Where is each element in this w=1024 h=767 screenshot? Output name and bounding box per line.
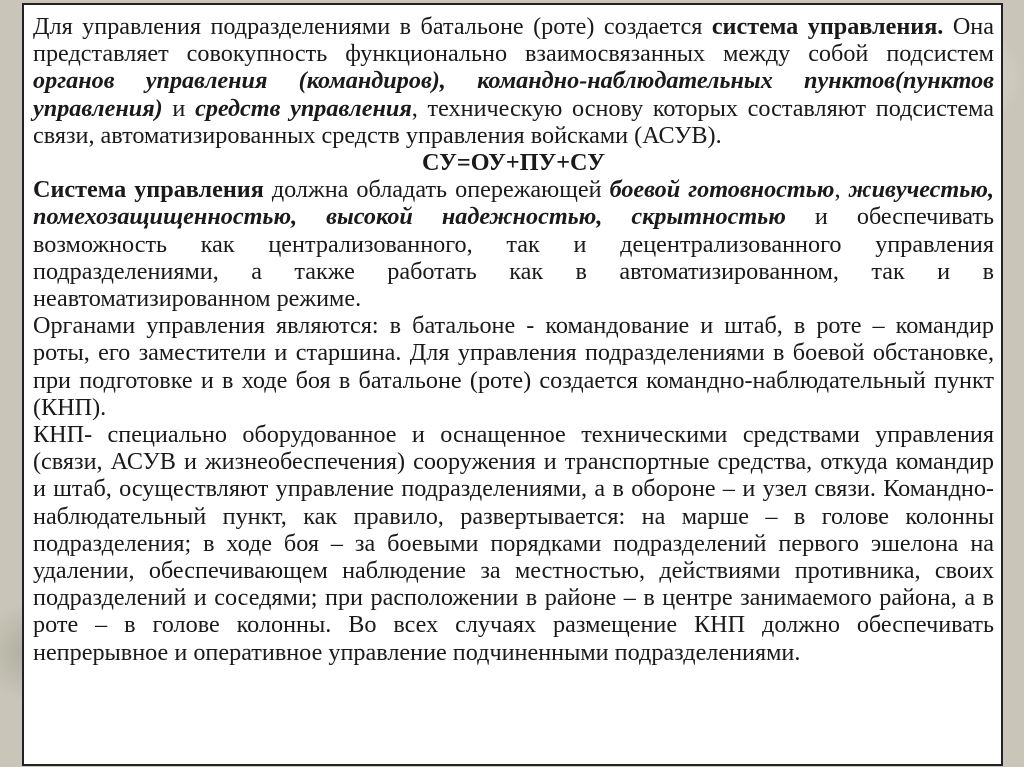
text-run: Она представляет совокупность функционально взаимосвязанных между собой подсистем [33,13,994,68]
paragraph-requirements [33,176,994,312]
bold-term: система управления. [711,13,944,40]
formula: СУ=ОУ+ПУ+СУ [422,149,605,177]
paragraph-knp: КНП- специально оборудованное и оснащенное техническими средствами управления (связи, АСУВ и жизнеобеспечения) сооружения и транспортные средства, откуда командир и штаб, осуществляют управление подразделениями, а в обороне – и узел связи. Командно-наблюдательный пункт, как правило, развертывается: на марше – в голове колонны подразделения; в ходе боя – за боевыми порядками подразделений первого эшелона на удалении, обеспечивающем наблюдение за местностью, действиями противника, своих подразделений и соседями; при расположении в районе – в центре занимаемого района, а в роте – в голове колонны. Во всех случаях размещение КНП должно обеспечивать непрерывное и оперативное управление подчиненными подразделениями. [33,421,994,666]
text-run: , [834,176,849,204]
bold-italic-term: средств управления [195,94,412,122]
text-run: и обеспечивать возможность как централизованного, так и децентрализованного управления подразделениями, а также работать как в автоматизированном, так и в неавтоматизированном режиме. [33,203,994,313]
slide-panel [22,3,1003,766]
text-run: и [162,94,196,122]
bold-italic-term: боевой готовностью [609,176,835,204]
bold-term: Система управления [33,176,264,204]
paragraph-control-system [33,13,994,149]
text-run: Для управления подразделениями в батальоне (роте) создается [33,13,712,40]
text-run: , техническую основу которых составляют подсистема связи, автоматизированных средств управления войсками (АСУВ). [33,94,994,149]
bold-italic-term: органов управления (командиров), командно-наблюдательных пунктов(пунктов управления) [33,67,994,122]
bold-italic-term: живучестью, помехозащищенностью, высокой надежностью, скрытностью [33,176,994,231]
text-body [33,13,994,666]
paragraph-control-bodies: Органами управления являются: в батальоне - командование и штаб, в роте – командир роты, его заместители и старшина. Для управления подразделениями в боевой обстановке, при подготовке и в ходе боя в батальоне (роте) создается командно-наблюдательный пункт (КНП). [33,312,994,421]
text-run: должна обладать опережающей [263,176,610,204]
